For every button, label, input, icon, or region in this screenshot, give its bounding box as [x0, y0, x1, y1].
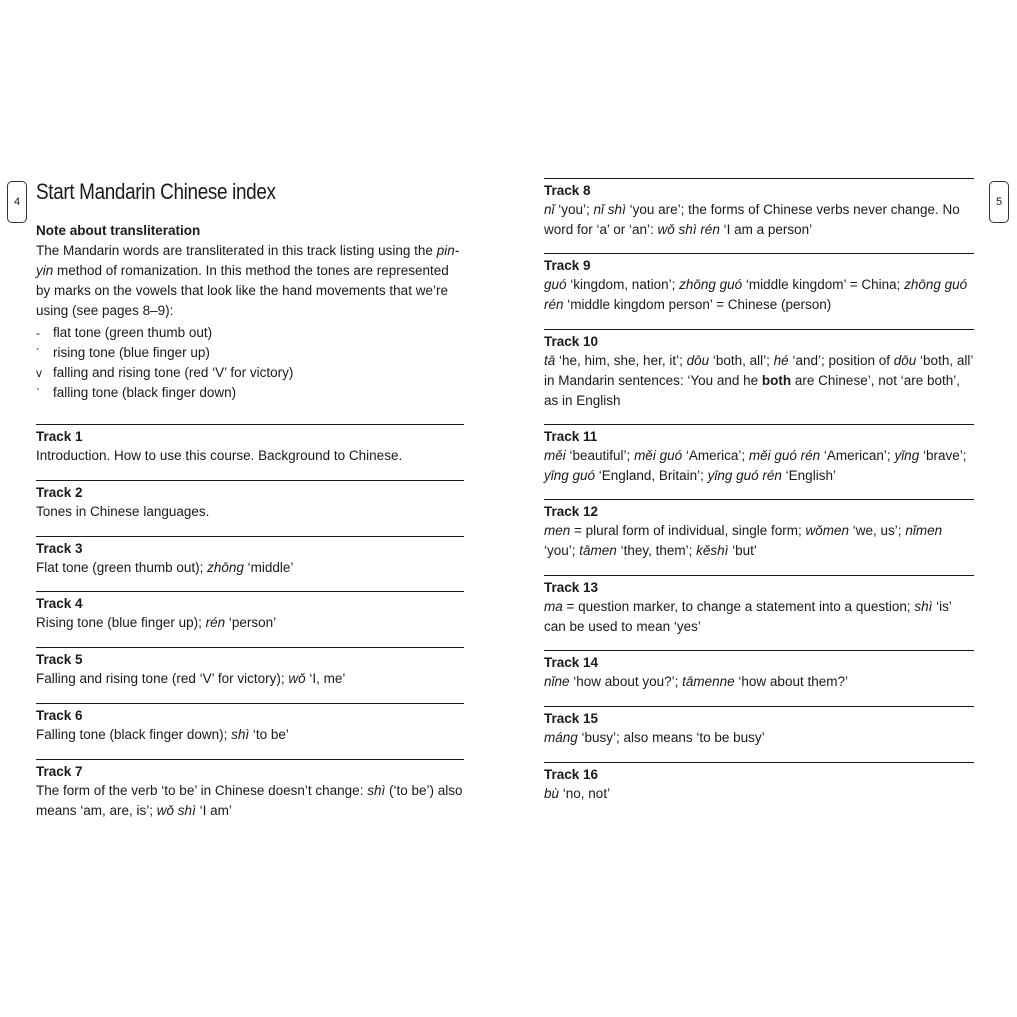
description-text: Tones in Chinese languages.	[36, 504, 210, 519]
description-text: ‘how about them?’	[734, 674, 848, 689]
description-text: ‘busy’; also means ‘to be busy’	[577, 730, 765, 745]
track-title: Track 5	[36, 652, 83, 667]
track-description	[544, 728, 974, 748]
description-text: ‘brave’;	[919, 448, 967, 463]
track-description	[36, 669, 464, 689]
pinyin-term: yīng	[894, 448, 920, 463]
tone-mark: ´	[36, 346, 40, 360]
description-text: ‘we, us’;	[849, 523, 906, 538]
description-text: ‘you’;	[554, 202, 594, 217]
pinyin-term: yīng guó rén	[707, 468, 782, 483]
track-title: Track 9	[544, 258, 591, 273]
track-entry	[36, 703, 464, 745]
pinyin-term: zhōng guó	[679, 277, 743, 292]
tone-mark: -	[36, 326, 40, 340]
page-title: Start Mandarin Chinese index	[36, 179, 276, 204]
left-column	[36, 178, 464, 821]
pinyin-term: bù	[544, 786, 560, 801]
track-entry	[544, 329, 974, 411]
track-entry	[36, 424, 464, 466]
page-number-left	[7, 181, 27, 223]
pinyin-term: rén	[205, 615, 226, 630]
tone-list	[36, 323, 464, 403]
track-entry	[544, 575, 974, 637]
pinyin-term: ma	[544, 599, 563, 614]
description-text: ‘English’	[781, 468, 836, 483]
pinyin-term: wǒ shì	[156, 803, 196, 818]
pinyin-term: měi guó	[634, 448, 683, 463]
track-description	[544, 784, 974, 804]
description-text: ‘middle kingdom person’ = Chinese (person)	[563, 297, 832, 312]
description-text: ‘how about you?’;	[569, 674, 683, 689]
track-title: Track 8	[544, 183, 591, 198]
pinyin-term: wǒ shì rén	[657, 222, 720, 237]
tone-text: rising tone (blue finger up)	[53, 345, 210, 360]
description-text: ‘you are’; the forms of Chinese verbs never change. No word for ‘a’ or ‘an’:	[544, 202, 960, 237]
description-text: ‘kingdom, nation’;	[566, 277, 680, 292]
description-text: ‘person’	[225, 615, 277, 630]
track-entry	[36, 759, 464, 821]
track-title: Track 13	[544, 580, 599, 595]
description-text: Introduction. How to use this course. Background to Chinese.	[36, 448, 403, 463]
pinyin-term: shì	[231, 727, 250, 742]
track-description	[544, 275, 974, 315]
emphasis-text: both	[761, 373, 792, 388]
pinyin-term: měi guó rén	[748, 448, 821, 463]
track-entry	[544, 178, 974, 240]
pinyin-term: nǐmen	[905, 523, 943, 538]
description-text: Falling and rising tone (red ‘V’ for victory);	[36, 671, 289, 686]
description-text: are Chinese’, not ‘are both’, as in English	[544, 373, 961, 408]
description-text: ‘I am a person’	[719, 222, 813, 237]
transliteration-note	[36, 221, 464, 403]
description-text: The form of the verb ‘to be’ in Chinese doesn’t change:	[36, 783, 368, 798]
track-description	[36, 613, 464, 633]
tone-item	[36, 363, 464, 383]
pinyin-term: měi	[544, 448, 566, 463]
tone-item	[36, 343, 464, 363]
page-number-right	[989, 181, 1009, 223]
pinyin-term: wǒmen	[805, 523, 850, 538]
track-entry	[544, 650, 974, 692]
tone-mark: `	[36, 386, 40, 400]
description-text: ‘both, all’ in Mandarin sentences: ‘You and he	[544, 353, 973, 388]
pinyin-term: hé	[773, 353, 789, 368]
description-text: ‘American’;	[820, 448, 895, 463]
pinyin-term: guó	[544, 277, 567, 292]
description-text: (‘to be’) also means ‘am, are, is’;	[36, 783, 463, 818]
right-column	[544, 178, 974, 804]
track-entry	[544, 253, 974, 315]
track-description	[544, 597, 974, 637]
description-text: ‘but’	[728, 543, 757, 558]
pinyin-term: nǐ shì	[593, 202, 626, 217]
pinyin-term: nǐ	[544, 202, 555, 217]
track-title: Track 16	[544, 767, 599, 782]
track-title: Track 12	[544, 504, 599, 519]
description-text: ‘he, him, she, her, it’;	[555, 353, 687, 368]
track-title: Track 1	[36, 429, 83, 444]
track-title: Track 7	[36, 764, 83, 779]
pinyin-term: kěshì	[696, 543, 729, 558]
track-title: Track 3	[36, 541, 83, 556]
pinyin-term: shì	[367, 783, 386, 798]
pinyin-term: nǐne	[544, 674, 570, 689]
track-description	[544, 446, 974, 486]
tone-mark: v	[36, 366, 42, 380]
description-text: ‘middle kingdom’ = China;	[742, 277, 905, 292]
tone-text: flat tone (green thumb out)	[53, 325, 213, 340]
description-text: ‘middle’	[243, 560, 294, 575]
description-text: = question marker, to change a statement into a question;	[562, 599, 915, 614]
track-entry	[544, 762, 974, 804]
track-description	[36, 558, 464, 578]
track-description	[544, 200, 974, 240]
track-entry	[36, 480, 464, 522]
pinyin-term: tā	[544, 353, 556, 368]
description-text: ‘I, me’	[305, 671, 346, 686]
description-text: ‘I am’	[195, 803, 232, 818]
track-title: Track 10	[544, 334, 599, 349]
tone-text: falling and rising tone (red ‘V’ for victory)	[53, 365, 294, 380]
note-text-italic: pin-yin	[36, 243, 460, 278]
description-text: = plural form of individual, single form;	[570, 523, 806, 538]
description-text: ‘they, them’;	[616, 543, 697, 558]
description-text: ‘no, not’	[559, 786, 611, 801]
description-text: ‘both, all’;	[709, 353, 774, 368]
track-description	[544, 521, 974, 561]
page-number-right-text: 5	[995, 196, 1003, 208]
description-text: ‘you’;	[544, 543, 580, 558]
track-description	[544, 672, 974, 692]
note-heading: Note about transliteration	[36, 223, 201, 238]
track-title: Track 4	[36, 596, 83, 611]
note-text: method of romanization. In this method the tones are represented by marks on the vowels that look like the hand movements that we’re using (see pages 8–9):	[36, 263, 449, 318]
track-entry	[544, 424, 974, 486]
pinyin-term: shì	[914, 599, 933, 614]
pinyin-term: zhōng	[207, 560, 244, 575]
track-entry	[36, 647, 464, 689]
track-title: Track 6	[36, 708, 83, 723]
pinyin-term: zhōng guó rén	[544, 277, 968, 312]
description-text: Flat tone (green thumb out);	[36, 560, 208, 575]
track-entry	[544, 499, 974, 561]
pinyin-term: wǒ	[288, 671, 306, 686]
pinyin-term: dōu	[893, 353, 917, 368]
description-text: ‘is’ can be used to mean ‘yes’	[544, 599, 952, 634]
track-list-right	[544, 178, 974, 804]
note-paragraph	[36, 241, 464, 321]
pinyin-term: tāmenne	[682, 674, 735, 689]
track-description	[36, 781, 464, 821]
description-text: Rising tone (blue finger up);	[36, 615, 206, 630]
description-text: ‘and’; position of	[788, 353, 894, 368]
description-text: ‘beautiful’;	[565, 448, 635, 463]
pinyin-term: dōu	[686, 353, 710, 368]
track-description	[544, 351, 974, 411]
track-entry	[36, 591, 464, 633]
page-number-left-text: 4	[13, 196, 21, 208]
track-title: Track 11	[544, 429, 598, 444]
description-text: ‘to be’	[249, 727, 289, 742]
track-description	[36, 725, 464, 745]
pinyin-term: men	[544, 523, 571, 538]
track-title: Track 2	[36, 485, 83, 500]
description-text: ‘America’;	[682, 448, 749, 463]
track-list-left	[36, 424, 464, 821]
track-entry	[36, 536, 464, 578]
track-title: Track 15	[544, 711, 599, 726]
pinyin-term: tāmen	[579, 543, 617, 558]
description-text: ‘England, Britain’;	[595, 468, 708, 483]
track-description	[36, 446, 464, 466]
note-text: The Mandarin words are transliterated in this track listing using the	[36, 243, 437, 258]
pinyin-term: yīng guó	[544, 468, 596, 483]
tone-item	[36, 383, 464, 403]
track-entry	[544, 706, 974, 748]
pinyin-term: máng	[544, 730, 578, 745]
tone-text: falling tone (black finger down)	[53, 385, 237, 400]
track-title: Track 14	[544, 655, 599, 670]
description-text: Falling tone (black finger down);	[36, 727, 232, 742]
tone-item	[36, 323, 464, 343]
track-description	[36, 502, 464, 522]
